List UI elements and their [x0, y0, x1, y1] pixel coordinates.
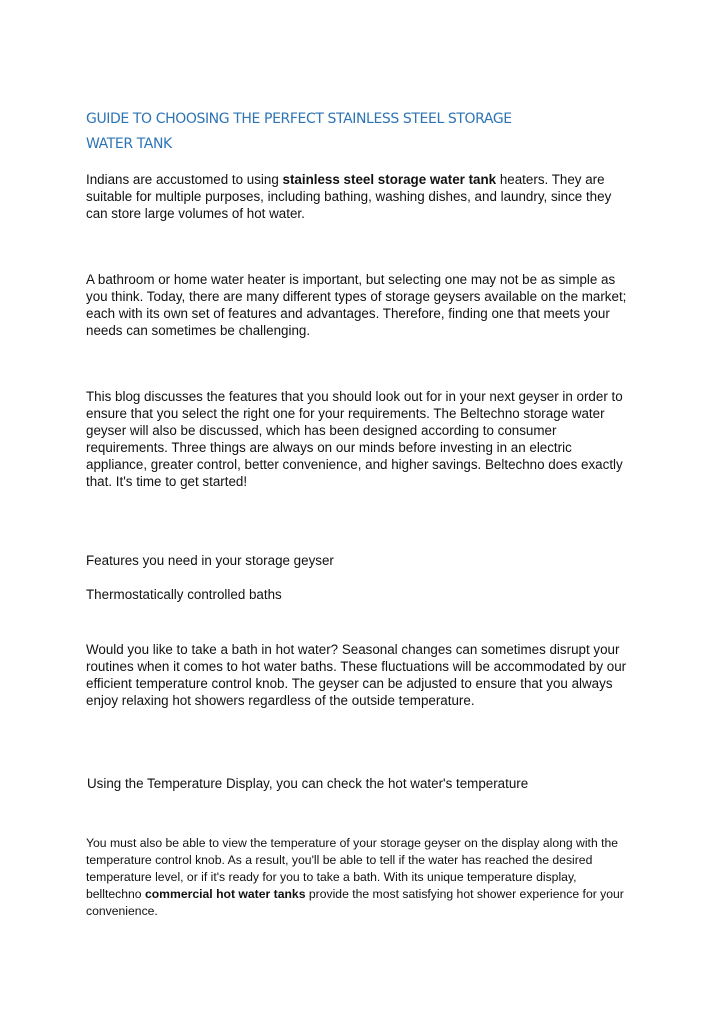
intro-text-end: heaters. They are suitable for multiple purposes, including bathing, washing dishes, and laundry, since they can store large volumes of hot water.: [86, 172, 612, 221]
display-text-end: provide the most satisfying hot shower experience for your convenience.: [86, 887, 624, 918]
heading-thermostatic: Thermostatically controlled baths: [86, 587, 282, 602]
title-line-1: GUIDE TO CHOOSING THE PERFECT STAINLESS STEEL STORAGE: [86, 111, 512, 127]
paragraph-temperature-display: [86, 835, 634, 920]
paragraph-blog-overview: This blog discusses the features that you should look out for in your next geyser in order to ensure that you select the right one for your requirements. The Beltechno storage water geyser will also be discussed, which has been designed according to consumer requirements. Three things are always on our minds before investing in an electric appliance, greater control, better convenience, and higher savings. Beltechno does exactly that. It's time to get started!: [86, 389, 623, 489]
heading-temperature-display: Using the Temperature Display, you can check the hot water's temperature: [87, 776, 529, 791]
paragraph-thermostatic: Would you like to take a bath in hot water? Seasonal changes can sometimes disrupt your routines when it comes to hot water baths. These fluctuations will be accommodated by our efficient temperature control knob. The geyser can be adjusted to ensure that you always enjoy relaxing hot showers regardless of the outside temperature.: [86, 642, 627, 708]
document-title: [86, 107, 646, 157]
display-bold-keyword: commercial hot water tanks: [144, 887, 306, 901]
intro-text-start: Indians are accustomed to using: [86, 172, 283, 187]
intro-paragraph: [86, 171, 634, 222]
display-text-start: You must also be able to view the temperature of your storage geyser on the display along with the temperature control knob. As a result, you'll be able to tell if the water has reached the desired temperature level, or if it's ready for you to take a bath. With its unique temperature display, belltechno: [86, 836, 619, 901]
paragraph-water-heater: A bathroom or home water heater is important, but selecting one may not be as simple as you think. Today, there are many different types of storage geysers available on the market; each with its own set of features and advantages. Therefore, finding one that meets your needs can sometimes be challenging.: [86, 272, 627, 338]
heading-features: Features you need in your storage geyser: [86, 553, 334, 568]
intro-bold-keyword: stainless steel storage water tank: [282, 172, 497, 187]
title-line-2: WATER TANK: [86, 136, 172, 152]
